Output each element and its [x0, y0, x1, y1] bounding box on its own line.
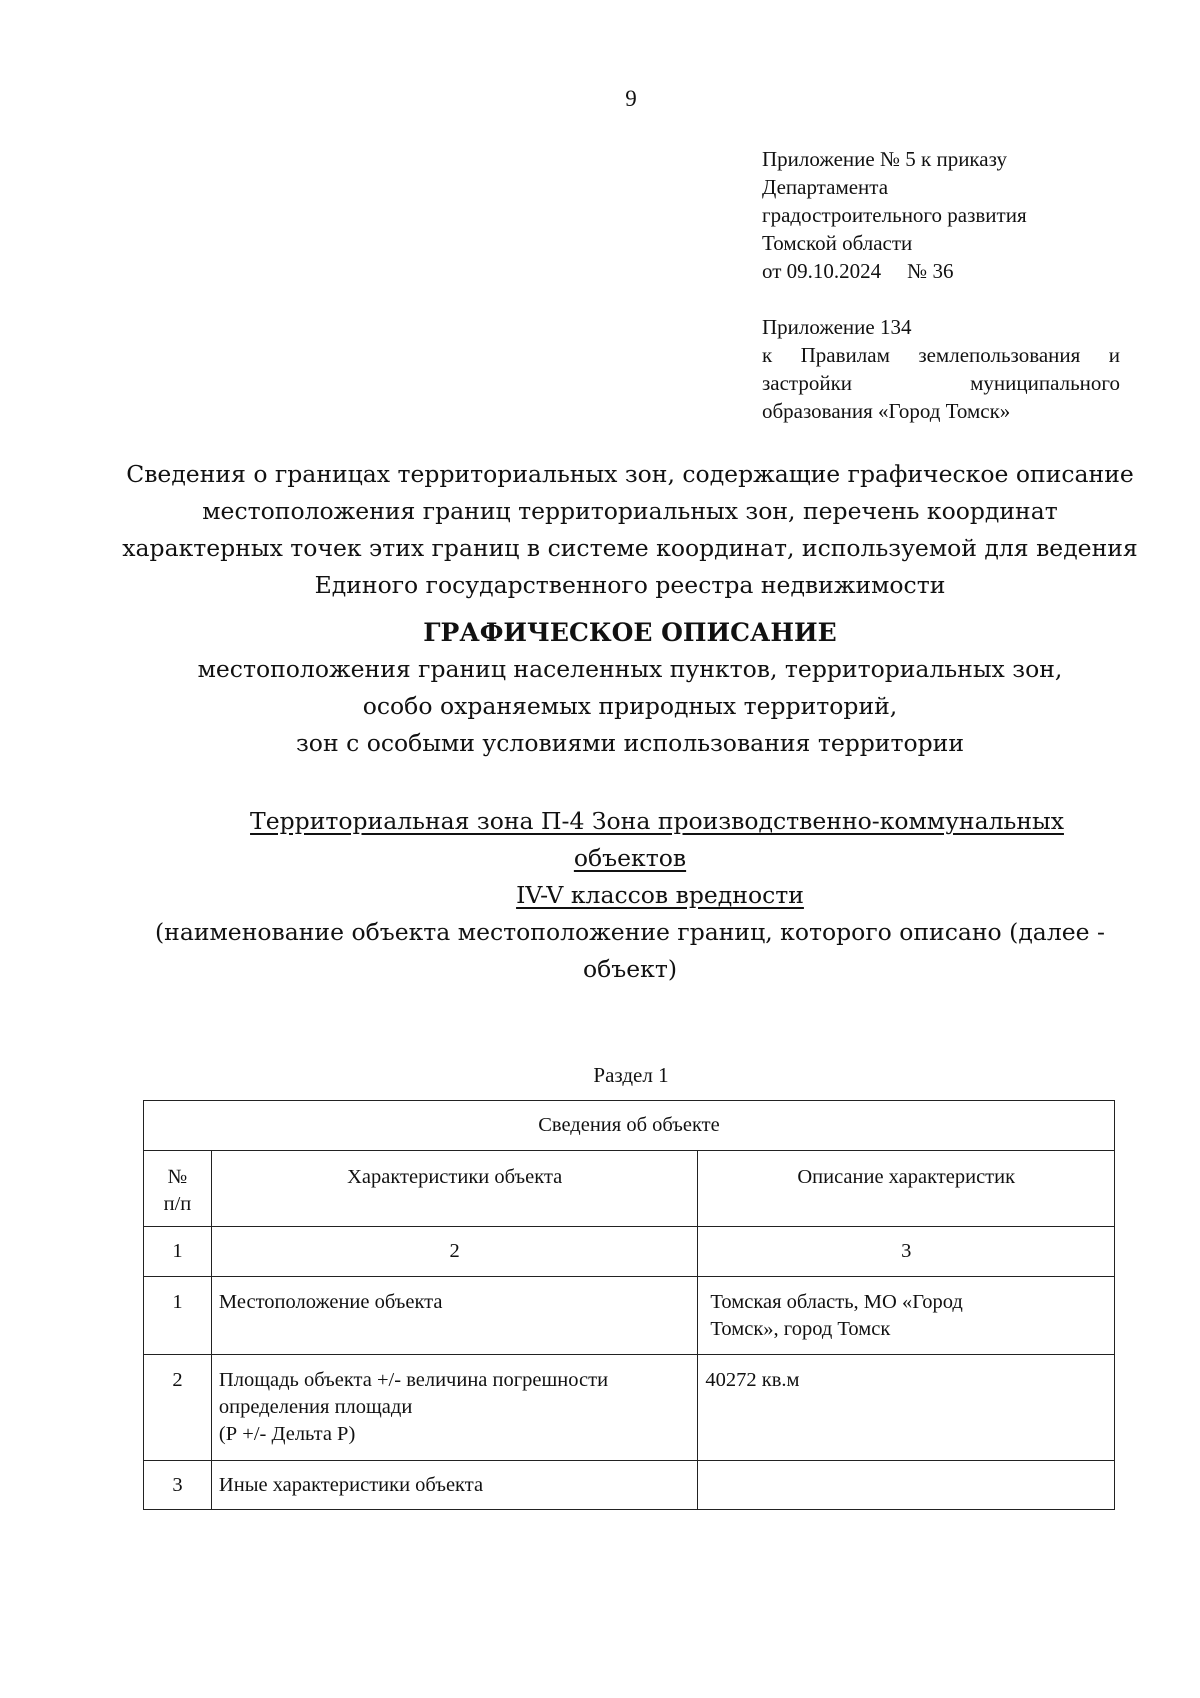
intro-heading-line: Единого государственного реестра недвижимости [314, 571, 946, 599]
appendix-rules-line: образования «Город Томск» [762, 399, 1011, 423]
column-number: 3 [698, 1227, 1115, 1277]
cell-line: Томск», город Томск [710, 1318, 891, 1340]
section-label: Раздел 1 [593, 1063, 669, 1087]
intro-heading [120, 456, 1140, 604]
cell-line: определения площади [218, 1396, 413, 1418]
subtitle-line: местоположения границ населенных пунктов, территориальных зон, [197, 655, 1063, 683]
column-number: 1 [144, 1227, 212, 1277]
cell-line: Томская область, МО «Город [710, 1291, 963, 1313]
zone-block [120, 803, 1140, 988]
row-characteristic [211, 1277, 698, 1355]
table-row [144, 1355, 1115, 1461]
cell-line: Иные характеристики объекта [218, 1474, 484, 1496]
word: муниципального [970, 371, 1120, 395]
appendix-order-block [762, 145, 1120, 285]
page-number: 9 [625, 86, 637, 111]
row-description [698, 1277, 1115, 1355]
row-characteristic [211, 1461, 698, 1510]
appendix-order-line: Томской области [762, 231, 913, 255]
zone-note-line: объект) [582, 955, 677, 983]
appendix-rules-line [762, 369, 1120, 397]
order-date: от 09.10.2024 [762, 259, 882, 283]
appendix-order-line: Департамента [762, 175, 889, 199]
order-number: № 36 [907, 259, 954, 283]
table-row [144, 1461, 1115, 1510]
appendix-order-line: Приложение № 5 к приказу [762, 147, 1007, 171]
column-number: 2 [211, 1227, 698, 1277]
appendix-rules-line [762, 341, 1120, 369]
word: и [1108, 343, 1120, 367]
zone-name-line: IV-V классов вредности [516, 881, 804, 909]
header-number-line: № [167, 1166, 188, 1188]
zone-note-line: (наименование объекта местоположение границ, которого описано (далее - [155, 918, 1105, 946]
cell-line: Местоположение объекта [218, 1291, 443, 1313]
row-number: 1 [144, 1277, 212, 1355]
word: Правилам [800, 343, 890, 367]
document-subtitle [120, 651, 1140, 762]
header-number-line: п/п [163, 1193, 192, 1215]
subtitle-line: зон с особыми условиями использования территории [295, 729, 964, 757]
appendix-order-date-line [762, 257, 1120, 285]
zone-name-line: объектов [573, 844, 687, 872]
subtitle-line: особо охраняемых природных территорий, [362, 692, 898, 720]
table-caption: Сведения об объекте [144, 1101, 1115, 1151]
appendix-rules-line: Приложение 134 [762, 315, 912, 339]
intro-heading-line: местоположения границ территориальных зон, перечень координат [202, 497, 1058, 525]
word: застройки [762, 371, 853, 395]
row-description [698, 1461, 1115, 1510]
row-characteristic [211, 1355, 698, 1461]
document-title: ГРАФИЧЕСКОЕ ОПИСАНИЕ [423, 618, 837, 647]
object-info-table [143, 1100, 1115, 1510]
row-description [698, 1355, 1115, 1461]
header-characteristic: Характеристики объекта [211, 1151, 698, 1227]
cell-line: (Р +/- Дельта Р) [218, 1423, 356, 1445]
word: землепользования [918, 343, 1081, 367]
header-number [144, 1151, 212, 1227]
row-number: 3 [144, 1461, 212, 1510]
appendix-order-line: градостроительного развития [762, 203, 1027, 227]
appendix-rules-block [762, 313, 1120, 425]
header-description: Описание характеристик [698, 1151, 1115, 1227]
intro-heading-line: Сведения о границах территориальных зон, содержащие графическое описание [126, 460, 1134, 488]
row-number: 2 [144, 1355, 212, 1461]
cell-line: Площадь объекта +/- величина погрешности [218, 1369, 609, 1391]
intro-heading-line: характерных точек этих границ в системе координат, используемой для ведения [122, 534, 1138, 562]
zone-name-line: Территориальная зона П-4 Зона производственно-коммунальных [250, 807, 1064, 835]
cell-line: 40272 кв.м [705, 1369, 800, 1391]
table-row [144, 1277, 1115, 1355]
word: к [762, 343, 773, 367]
